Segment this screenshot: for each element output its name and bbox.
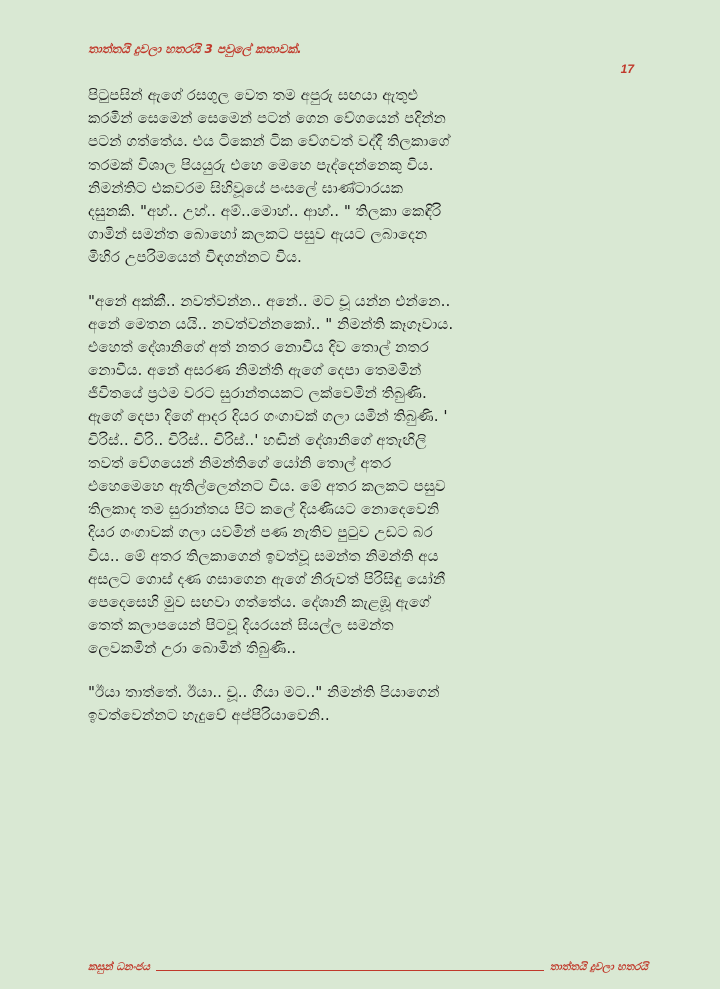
- text-line: තෙත් කලාපයෙන් පිටවූ දියරයන් සියල්ල සමන්ත: [88, 616, 394, 635]
- footer-series-title: තාත්තයි දුවලා හතරයි: [549, 961, 648, 973]
- text-line: ඇගේ දෙපා දිගේ ආදර දියර ගංගාවක් ගලා යමින් තිබුණි. ': [88, 407, 448, 426]
- text-line: පෙදෙසෙහි මුව සඟවා ගත්තේය. දේශානි කැළඹූ ඇගේ: [88, 592, 431, 611]
- text-line: අනේ මෙතන යයි.. නවත්වන්නකෝ.. " නිමන්ති කෑගෑවාය.: [88, 314, 454, 333]
- paragraph-3: [88, 681, 648, 727]
- text-line: ගාමින් සමන්ත බොහෝ කලකට පසුව ඇයට ලබාදෙන: [88, 225, 428, 244]
- text-line: පටන් ගත්තේය. එය ටිකෙන් ටික වේගවත් වද්දී තිලකාගේ: [88, 132, 450, 151]
- book-title-header: තාත්තයි දුවලා හතරයි 3 පවුලේ කතාවක්.: [88, 42, 302, 56]
- text-line: නිමන්තිට එකවරම සිහිවූයේ පංසලේ ඝාණ්ටාරයක: [88, 178, 404, 197]
- text-line: තරමක් විශාල පියයුරු එහෙ මෙහෙ පැද්දෙන්නෙකු විය.: [88, 155, 434, 174]
- text-line: කරමින් සෙමෙන් සෙමෙන් පටන් ගෙන වේගයෙන් පදින්න: [88, 109, 446, 128]
- text-line: අසලට ගොස් දණ ගසාගෙන ඇගේ නිරුවත් පිරිසිඳු යෝනී: [88, 569, 446, 588]
- paragraph-1: [88, 84, 648, 270]
- text-line: චිරිස්.. චිරි.. චිරිස්.. චිරිස්..' හඬින් දේශානිගේ අතැඟිලි: [88, 430, 427, 449]
- text-line: ඉවත්වෙන්නට හැදුවේ අප්පිරියාවෙනි..: [88, 705, 330, 724]
- paragraph-2: [88, 290, 648, 661]
- footer-divider-line: [156, 970, 544, 971]
- story-body: [88, 84, 648, 747]
- text-line: විය.. මේ අතර තිලකාගෙන් ඉවත්වූ සමන්ත නිමන්ති අය: [88, 546, 439, 565]
- text-line: දියර ගංගාවක් ගලා යවමින් පණ නැතිව පුටුව උඩට බර: [88, 523, 433, 542]
- text-line: ජීවිතයේ ප්‍රථම වරට සුරාන්තයකට ලක්වෙමින් තිබුණි.: [88, 384, 427, 403]
- page-footer: [88, 954, 648, 974]
- text-line: නොවීය. අනේ අසරණ නිමන්ති ඇගේ දෙපා තෙමමින්: [88, 361, 422, 380]
- text-line: එහෙමෙහෙ ඇතිල්ලෙන්නට විය. මේ අතර කලකට පසුව: [88, 477, 446, 495]
- text-line: පිටුපසින් ඇගේ රසගුල වෙත තම අපුරු සඟයා ඇතුළු: [88, 86, 419, 104]
- text-line: "ඊයා තාත්තේ. ඊයා.. චූ.. ගියා මට.." නිමන්ති පියාගෙන්: [88, 682, 440, 701]
- page-number: 17: [620, 62, 634, 76]
- footer-author: කසුන් ධනංජය: [88, 961, 150, 973]
- text-line: තවත් වේගයෙන් නිමන්තිගේ යෝනි තොල් අතර: [88, 453, 392, 472]
- text-line: මිහිර උපරිමයෙන් විඳගන්නට විය.: [88, 248, 302, 267]
- text-line: දසුනකි. "අහ්.. උහ්.. අම්..මොහ්.. ආහ්.. " තිලකා කෙඳිරි: [88, 201, 442, 220]
- text-line: එහෙත් දේශානිගේ අත් නතර නොවීය දිව තොල් නතර: [88, 337, 429, 356]
- text-line: "අනේ අක්කී.. නවත්වන්න.. අනේ.. මට චූ යන්න එන්නෙ..: [88, 291, 451, 310]
- text-line: තිලකාද තම සුරාන්තය පිට කලේ දියණියට නොදෙවෙනි: [88, 500, 440, 519]
- text-line: ලෙවකමින් උරා බොමින් තිබුණි..: [88, 639, 297, 658]
